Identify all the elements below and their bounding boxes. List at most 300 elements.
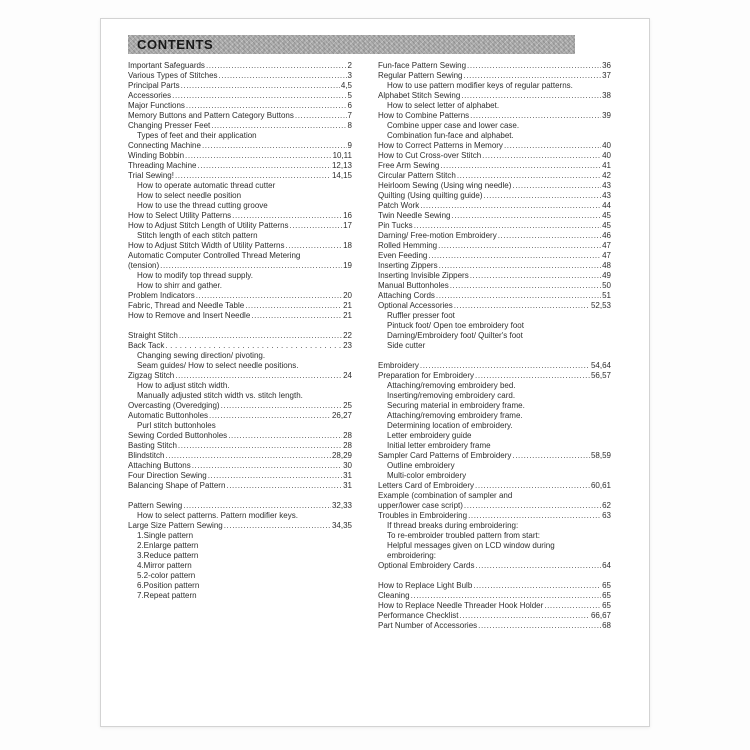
toc-entry-title: Free Arm Sewing [378, 161, 440, 170]
toc-entry [378, 151, 611, 161]
toc-entry [378, 201, 611, 211]
toc-entry-page: 42 [602, 171, 611, 180]
toc-entry [378, 81, 611, 91]
toc-entry-title: Various Types of Stitches [128, 71, 218, 80]
toc-entry-title: How to Cut Cross-over Stitch [378, 151, 482, 160]
toc-entry-page: 26,27 [331, 411, 352, 420]
toc-entry-title: To re-embroider troubled pattern from start: [387, 531, 540, 540]
toc-entry-page: 5 [347, 91, 352, 100]
toc-entry [378, 341, 611, 351]
toc-entry-page: 18 [343, 241, 352, 250]
toc-entry-title: 6.Position pattern [137, 581, 200, 590]
leader-dots [165, 451, 331, 461]
toc-entry [128, 141, 352, 151]
toc-entry-title: Letter embroidery guide [387, 431, 472, 440]
toc-entry [378, 101, 611, 111]
toc-entry-page: 10,11 [332, 151, 352, 160]
leader-dots [411, 591, 602, 601]
toc-entry-page: 45 [602, 211, 611, 220]
leader-dots [498, 231, 601, 241]
toc-entry-title: Combine upper case and lower case. [387, 121, 520, 130]
toc-entry-title: Straight Stitch [128, 331, 178, 340]
toc-entry-title: Attaching/removing embroidery frame. [387, 411, 523, 420]
toc-entry-title: Changing Presser Feet [128, 121, 211, 130]
toc-entry-page: 37 [602, 71, 611, 80]
toc-entry-title: Pintuck foot/ Open toe embroidery foot [387, 321, 524, 330]
toc-entry-page: 32,33 [331, 501, 352, 510]
toc-entry-title: How to operate automatic thread cutter [137, 181, 276, 190]
toc-entry-title: Inserting Zippers [378, 261, 438, 270]
toc-entry-title: Fabric, Thread and Needle Table [128, 301, 245, 310]
leader-dots [221, 401, 343, 411]
toc-entry [378, 181, 611, 191]
toc-entry [128, 501, 352, 511]
toc-entry [378, 601, 611, 611]
toc-spacer [378, 571, 611, 581]
toc-entry [128, 561, 352, 571]
leader-dots [438, 241, 601, 251]
toc-entry-title: Side cutter [387, 341, 426, 350]
toc-entry-title: Optional Accessories [378, 301, 453, 310]
toc-entry [128, 171, 352, 181]
toc-entry-title: Cleaning [378, 591, 410, 600]
leader-dots [454, 301, 590, 311]
leader-dots [175, 171, 331, 181]
toc-entry [378, 461, 611, 471]
toc-entry-page: 52,53 [590, 301, 611, 310]
toc-entry-page: 25 [343, 401, 352, 410]
toc-entry-title: How to Correct Patterns in Memory [378, 141, 503, 150]
toc-entry-page: 60,61 [590, 481, 611, 490]
toc-entry-page: 20 [343, 291, 352, 300]
toc-entry-title: Blindstitch [128, 451, 165, 460]
toc-entry-title: Attaching/removing embroidery bed. [387, 381, 516, 390]
toc-entry-page: 9 [347, 141, 352, 150]
toc-entry [378, 321, 611, 331]
toc-entry-page: 6 [347, 101, 352, 110]
toc-entry-title: Determining location of embroidery. [387, 421, 513, 430]
toc-entry-page: 17 [343, 221, 352, 230]
leader-dots [451, 211, 601, 221]
leader-dots [484, 191, 602, 201]
toc-entry-page: 47 [602, 251, 611, 260]
toc-entry [378, 311, 611, 321]
toc-entry [128, 381, 352, 391]
toc-entry-title: Quilting (Using quilting guide) [378, 191, 483, 200]
toc-entry-page: 28,29 [331, 451, 352, 460]
toc-entry-page: 8 [347, 121, 352, 130]
toc-entry-title: How to Combine Patterns [378, 111, 470, 120]
manual-contents-page [100, 18, 650, 727]
toc-entry-page: 65 [602, 601, 611, 610]
toc-entry-title: How to Select Utility Patterns [128, 211, 232, 220]
toc-entry-title: 5.2-color pattern [137, 571, 196, 580]
toc-entry-title: 4.Mirror pattern [137, 561, 192, 570]
toc-entry [128, 571, 352, 581]
toc-entry [378, 411, 611, 421]
toc-entry-title: Fun-face Pattern Sewing [378, 61, 467, 70]
toc-entry [378, 591, 611, 601]
toc-entry-page: 68 [602, 621, 611, 630]
toc-entry-title: How to Remove and Insert Needle [128, 311, 251, 320]
toc-entry [128, 91, 352, 101]
toc-entry-title: 2.Enlarge pattern [137, 541, 199, 550]
toc-entry-page: 44 [602, 201, 611, 210]
toc-entry [378, 261, 611, 271]
toc-entry-page: 66,67 [590, 611, 611, 620]
toc-entry-title: Letters Card of Embroidery [378, 481, 475, 490]
leader-dots [457, 171, 601, 181]
toc-entry [378, 421, 611, 431]
toc-entry [378, 521, 611, 531]
toc-entry-title: Manually adjusted stitch width vs. stitch length. [137, 391, 303, 400]
toc-entry [378, 141, 611, 151]
toc-entry [378, 531, 611, 541]
toc-entry-title: Pin Tucks [378, 221, 413, 230]
contents-header-bar [128, 35, 575, 54]
toc-entry [378, 271, 611, 281]
leader-dots [436, 291, 601, 301]
toc-entry-page: 49 [602, 271, 611, 280]
toc-entry [128, 111, 352, 121]
toc-entry-title: embroidering: [387, 551, 436, 560]
toc-entry-title: How to Replace Needle Threader Hook Holder [378, 601, 544, 610]
toc-entry-title: Twin Needle Sewing [378, 211, 451, 220]
toc-entry-page: 40 [602, 151, 611, 160]
toc-entry-title: Inserting Invisible Zippers [378, 271, 469, 280]
toc-entry [128, 591, 352, 601]
toc-entry [128, 151, 352, 161]
toc-entry-title: 1.Single pattern [137, 531, 194, 540]
leader-dots [192, 461, 342, 471]
leader-dots [468, 511, 601, 521]
toc-entry-title: Heirloom Sewing (Using wing needle) [378, 181, 512, 190]
leader-dots [186, 101, 347, 111]
toc-entry [378, 561, 611, 571]
toc-entry-page: 30 [343, 461, 352, 470]
toc-entry-title: How to modify top thread supply. [137, 271, 253, 280]
toc-entry-title: Automatic Computer Controlled Thread Metering [128, 251, 301, 260]
toc-entry-title: Helpful messages given on LCD window during [387, 541, 555, 550]
toc-entry-page: 62 [602, 501, 611, 510]
toc-entry-title: Trial Sewing! [128, 171, 174, 180]
toc-entry-page: 47 [602, 241, 611, 250]
leader-dots [475, 561, 601, 571]
toc-entry [128, 441, 352, 451]
toc-entry-title: Part Number of Accessories [378, 621, 478, 630]
toc-entry-title: Patch Work [378, 201, 420, 210]
leader-dots [228, 431, 342, 441]
leader-dots [172, 91, 346, 101]
toc-entry-title: Embroidery [378, 361, 419, 370]
leader-dots [428, 251, 601, 261]
toc-entry [378, 401, 611, 411]
toc-entry [378, 211, 611, 221]
leader-dots [165, 341, 342, 351]
toc-entry-page: 39 [602, 111, 611, 120]
toc-entry-page: 3 [347, 71, 352, 80]
toc-entry-title: Attaching Cords [378, 291, 435, 300]
toc-entry-title: Types of feet and their application [137, 131, 257, 140]
toc-entry-title: How to select patterns. Pattern modifier keys. [137, 511, 298, 520]
toc-entry-page: 31 [343, 481, 352, 490]
toc-entry-title: How to adjust stitch width. [137, 381, 230, 390]
toc-entry [378, 171, 611, 181]
toc-entry-page: 21 [343, 301, 352, 310]
toc-entry-title: Accessories [128, 91, 172, 100]
leader-dots [475, 481, 590, 491]
toc-entry [128, 211, 352, 221]
toc-entry-page: 50 [602, 281, 611, 290]
toc-entry [128, 361, 352, 371]
toc-entry [378, 491, 611, 501]
toc-entry [128, 241, 352, 251]
toc-entry-title: Performance Checklist [378, 611, 459, 620]
toc-entry-page: 48 [602, 261, 611, 270]
toc-entry-page: 12,13 [331, 161, 352, 170]
leader-dots [414, 221, 601, 231]
toc-entry [128, 551, 352, 561]
leader-dots [224, 521, 331, 531]
leader-dots [473, 581, 601, 591]
toc-entry-title: Winding Bobbin [128, 151, 185, 160]
toc-entry [378, 581, 611, 591]
toc-entry-title: upper/lower case script) [378, 501, 463, 510]
leader-dots [461, 91, 601, 101]
toc-entry [128, 301, 352, 311]
toc-entry-title: How to Adjust Stitch Width of Utility Patterns [128, 241, 285, 250]
toc-entry-title: Threading Machine [128, 161, 197, 170]
toc-entry-title: Problem Indicators [128, 291, 195, 300]
leader-dots [439, 261, 602, 271]
toc-entry-title: Four Direction Sewing [128, 471, 207, 480]
leader-dots [183, 501, 331, 511]
toc-entry-title: Connecting Machine [128, 141, 201, 150]
toc-entry-page: 65 [602, 581, 611, 590]
toc-entry-title: Changing sewing direction/ pivoting. [137, 351, 266, 360]
toc-entry [128, 511, 352, 521]
leader-dots [209, 411, 331, 421]
toc-entry [128, 481, 352, 491]
toc-entry [128, 391, 352, 401]
toc-entry-page: 34,35 [331, 521, 352, 530]
toc-entry [378, 371, 611, 381]
toc-entry [378, 331, 611, 341]
toc-entry [378, 361, 611, 371]
toc-entry-page: 63 [602, 511, 611, 520]
toc-entry [378, 301, 611, 311]
toc-entry [378, 471, 611, 481]
leader-dots [181, 81, 340, 91]
toc-entry-title: Circular Pattern Stitch [378, 171, 456, 180]
toc-entry-page: 4,5 [340, 81, 352, 90]
toc-entry [128, 421, 352, 431]
leader-dots [459, 611, 589, 621]
toc-entry-title: Balancing Shape of Pattern [128, 481, 226, 490]
toc-entry-title: How to use pattern modifier keys of regular patterns. [387, 81, 573, 90]
toc-entry [128, 371, 352, 381]
toc-entry [128, 541, 352, 551]
leader-dots [470, 271, 601, 281]
leader-dots [178, 441, 342, 451]
leader-dots [440, 161, 601, 171]
toc-entry [128, 101, 352, 111]
toc-entry [378, 501, 611, 511]
toc-entry-title: Optional Embroidery Cards [378, 561, 475, 570]
toc-entry-title: How to Replace Light Bulb [378, 581, 473, 590]
toc-entry-title: 7.Repeat pattern [137, 591, 197, 600]
toc-entry-title: How to select needle position [137, 191, 242, 200]
leader-dots [211, 121, 346, 131]
page-title: CONTENTS [137, 37, 214, 52]
leader-dots [202, 141, 347, 151]
leader-dots [290, 221, 343, 231]
toc-entry [128, 81, 352, 91]
toc-entry-page: 40 [602, 141, 611, 150]
leader-dots [251, 311, 342, 321]
toc-entry [128, 431, 352, 441]
toc-entry-title: Ruffler presser foot [387, 311, 455, 320]
toc-entry-page: 43 [602, 181, 611, 190]
toc-entry [378, 231, 611, 241]
toc-entry-page: 22 [343, 331, 352, 340]
toc-entry-page: 7 [347, 111, 352, 120]
toc-entry-page: 41 [602, 161, 611, 170]
leader-dots [295, 111, 347, 121]
toc-entry-page: 51 [602, 291, 611, 300]
leader-dots [179, 331, 342, 341]
toc-spacer [378, 351, 611, 361]
leader-dots [478, 621, 601, 631]
leader-dots [512, 451, 590, 461]
toc-entry [128, 311, 352, 321]
toc-entry-title: Inserting/removing embroidery card. [387, 391, 516, 400]
toc-entry [378, 381, 611, 391]
toc-entry [128, 161, 352, 171]
toc-entry [128, 581, 352, 591]
toc-entry-title: Back Tack [128, 341, 165, 350]
toc-entry [128, 531, 352, 541]
toc-entry [378, 511, 611, 521]
toc-entry [128, 121, 352, 131]
toc-column-right [378, 61, 611, 631]
toc-entry-title: How to Adjust Stitch Length of Utility Patterns [128, 221, 289, 230]
toc-entry-page: 54,64 [590, 361, 611, 370]
toc-entry-page: 24 [343, 371, 352, 380]
toc-entry [378, 551, 611, 561]
leader-dots [197, 161, 330, 171]
toc-entry [128, 451, 352, 461]
toc-entry-title: Large Size Pattern Sewing [128, 521, 223, 530]
toc-entry [128, 251, 352, 261]
toc-entry [378, 281, 611, 291]
leader-dots [464, 71, 602, 81]
toc-entry [128, 231, 352, 241]
leader-dots [219, 71, 347, 81]
leader-dots [208, 471, 342, 481]
toc-entry [128, 351, 352, 361]
toc-entry [378, 431, 611, 441]
toc-entry [378, 191, 611, 201]
toc-entry-title: Rolled Hemming [378, 241, 438, 250]
toc-entry [378, 71, 611, 81]
toc-entry-page: 28 [343, 441, 352, 450]
toc-entry [128, 291, 352, 301]
toc-entry-title: Sewing Corded Buttonholes [128, 431, 228, 440]
toc-entry-title: Darning/Embroidery foot/ Quilter's foot [387, 331, 523, 340]
toc-spacer [128, 321, 352, 331]
toc-entry [128, 471, 352, 481]
leader-dots [450, 281, 601, 291]
toc-entry [128, 191, 352, 201]
toc-entry-title: Stitch length of each stitch pattern [137, 231, 258, 240]
toc-entry-page: 21 [343, 311, 352, 320]
toc-entry [128, 181, 352, 191]
toc-entry [128, 61, 352, 71]
toc-entry-title: Pattern Sewing [128, 501, 183, 510]
toc-entry-title: Overcasting (Overedging) [128, 401, 220, 410]
toc-entry-title: How to shirr and gather. [137, 281, 222, 290]
toc-entry [378, 111, 611, 121]
toc-entry [378, 91, 611, 101]
toc-entry-title: Important Safeguards [128, 61, 205, 70]
toc-entry [128, 261, 352, 271]
toc-entry [378, 131, 611, 141]
leader-dots [245, 301, 342, 311]
toc-entry [378, 221, 611, 231]
toc-entry [378, 61, 611, 71]
toc-spacer [128, 491, 352, 501]
toc-entry [378, 481, 611, 491]
toc-entry-page: 43 [602, 191, 611, 200]
toc-entry-title: Automatic Buttonholes [128, 411, 209, 420]
toc-entry-page: 56,57 [590, 371, 611, 380]
toc-entry-title: Even Feeding [378, 251, 428, 260]
toc-entry [128, 341, 352, 351]
toc-entry [378, 621, 611, 631]
toc-entry-page: 64 [602, 561, 611, 570]
leader-dots [206, 61, 347, 71]
toc-entry-title: Major Functions [128, 101, 185, 110]
leader-dots [185, 151, 332, 161]
leader-dots [464, 501, 601, 511]
toc-entry-title: Example (combination of sampler and [378, 491, 513, 500]
leader-dots [544, 601, 601, 611]
toc-column-left [128, 61, 352, 601]
leader-dots [467, 61, 601, 71]
toc-entry [128, 71, 352, 81]
toc-entry-title: Preparation for Embroidery [378, 371, 475, 380]
toc-entry-title: Basting Stitch [128, 441, 177, 450]
toc-entry-page: 2 [347, 61, 352, 70]
toc-entry [128, 281, 352, 291]
toc-entry-title: Regular Pattern Sewing [378, 71, 463, 80]
leader-dots [160, 261, 342, 271]
toc-entry [378, 121, 611, 131]
leader-dots [470, 111, 601, 121]
toc-entry-page: 19 [343, 261, 352, 270]
toc-entry-title: How to select letter of alphabet. [387, 101, 500, 110]
toc-entry-page: 58,59 [590, 451, 611, 460]
leader-dots [420, 361, 590, 371]
leader-dots [232, 211, 342, 221]
toc-entry [378, 391, 611, 401]
toc-entry-title: Initial letter embroidery frame [387, 441, 491, 450]
toc-entry [378, 611, 611, 621]
toc-entry-title: Multi-color embroidery [387, 471, 467, 480]
toc-entry-title: Sampler Card Patterns of Embroidery [378, 451, 512, 460]
toc-entry-title: Attaching Buttons [128, 461, 191, 470]
